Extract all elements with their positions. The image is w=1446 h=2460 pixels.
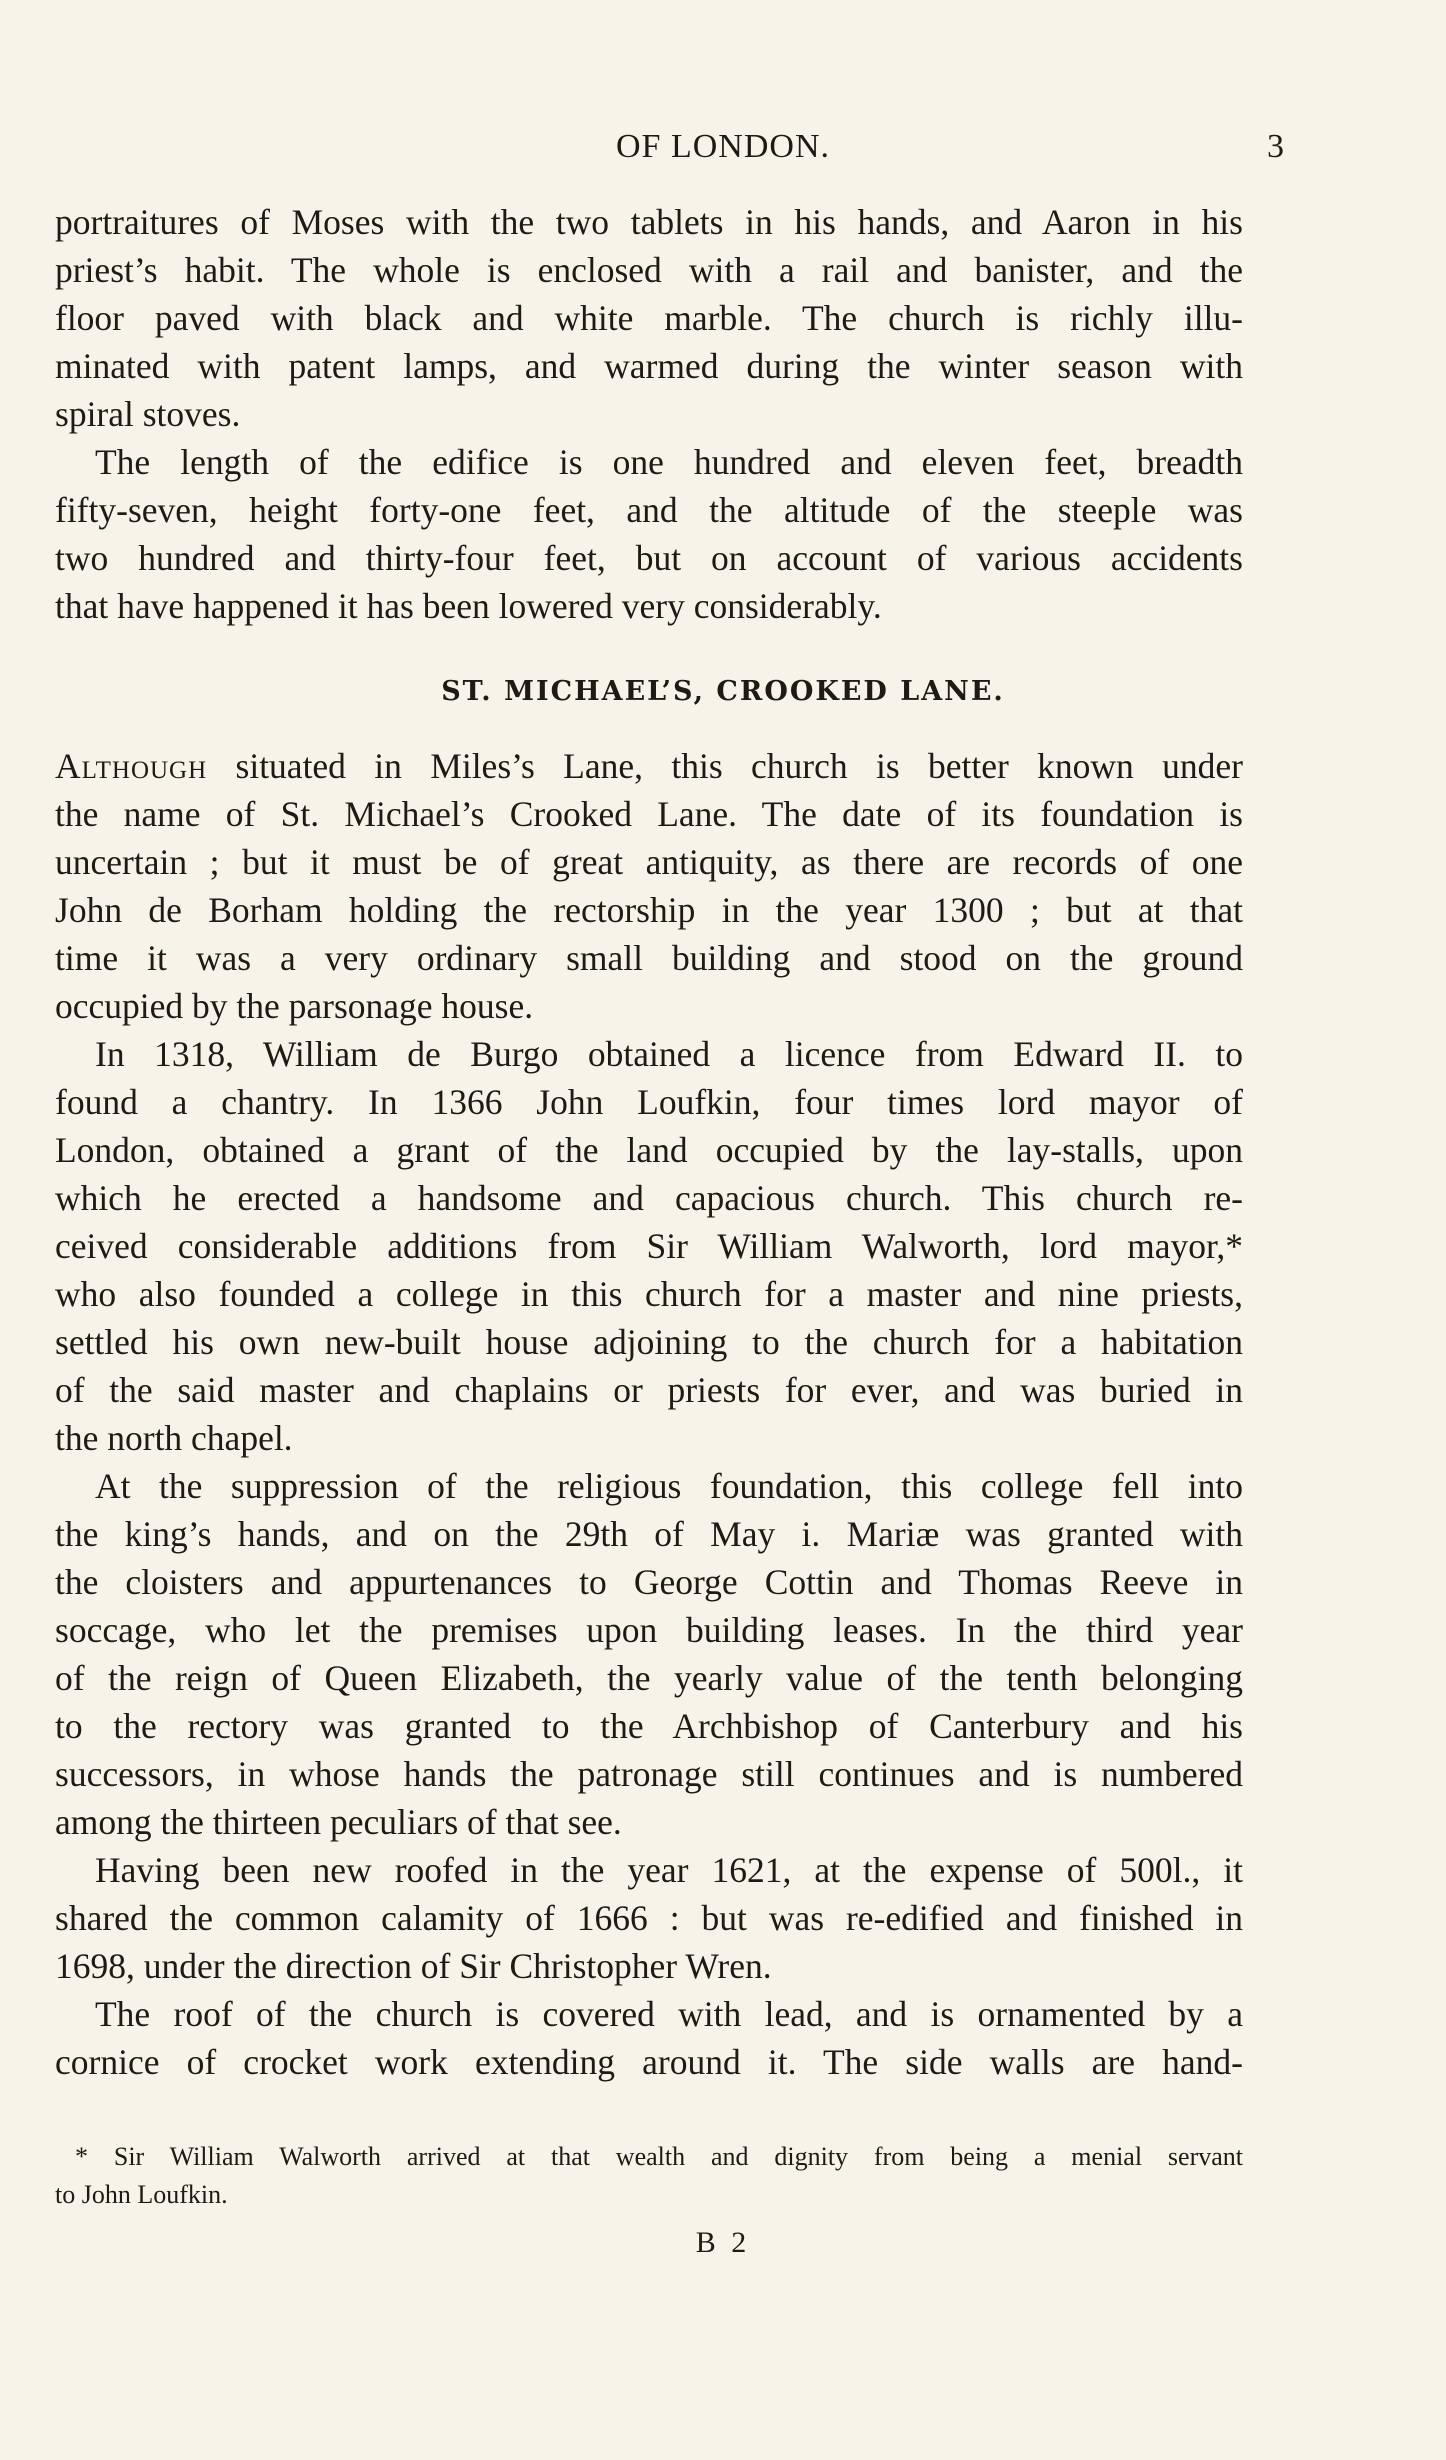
footnote-line: * Sir William Walworth arrived at that wealth and dignity from being a menial servant (75, 2142, 1243, 2171)
text-line: the cloisters and appurtenances to George Cottin and Thomas Reeve in (55, 1562, 1243, 1602)
text-line: soccage, who let the premises upon building leases. In the third year (55, 1610, 1243, 1650)
signature-mark: B 2 (695, 2226, 751, 2259)
text-line: two hundred and thirty-four feet, but on account of various accidents (55, 538, 1243, 578)
section-heading: ST. MICHAEL’S, CROOKED LANE. (441, 676, 1005, 707)
text-line: among the thirteen peculiars of that see. (55, 1802, 622, 1842)
text-line: The roof of the church is covered with lead, and is ornamented by a (95, 1994, 1243, 2034)
text-line: spiral stoves. (55, 394, 241, 434)
footnote (55, 2138, 1243, 2214)
text-line: found a chantry. In 1366 John Loufkin, four times lord mayor of (55, 1082, 1243, 1122)
text-line: 1698, under the direction of Sir Christopher Wren. (55, 1946, 772, 1986)
text-line: occupied by the parsonage house. (55, 986, 534, 1026)
text-line: settled his own new-built house adjoining to the church for a habitation (55, 1322, 1243, 1362)
text-block-main (55, 742, 1243, 2086)
text-line: of the reign of Queen Elizabeth, the yearly value of the tenth belonging (55, 1658, 1243, 1698)
lead-word: Although (55, 746, 208, 786)
text-line: uncertain ; but it must be of great antiquity, as there are records of one (55, 842, 1243, 882)
text-line: minated with patent lamps, and warmed during the winter season with (55, 346, 1243, 386)
running-title: OF LONDON. (616, 128, 830, 165)
running-head (0, 128, 1446, 172)
line-text: situated in Miles’s Lane, this church is better known under (207, 746, 1243, 786)
text-line: Having been new roofed in the year 1621, at the expense of 500l., it (95, 1850, 1243, 1890)
text-line: In 1318, William de Burgo obtained a licence from Edward II. to (95, 1034, 1243, 1074)
text-line: of the said master and chaplains or priests for ever, and was buried in (55, 1370, 1243, 1410)
text-line: cornice of crocket work extending around it. The side walls are hand- (55, 2042, 1243, 2082)
text-line: priest’s habit. The whole is enclosed with a rail and banister, and the (55, 250, 1243, 290)
text-line: successors, in whose hands the patronage still continues and is numbered (55, 1754, 1243, 1794)
text-line: London, obtained a grant of the land occupied by the lay-stalls, upon (55, 1130, 1243, 1170)
text-line: the north chapel. (55, 1418, 293, 1458)
text-line: ceived considerable additions from Sir William Walworth, lord mayor,* (55, 1226, 1243, 1266)
text-line: shared the common calamity of 1666 : but was re-edified and finished in (55, 1898, 1243, 1938)
text-line: the king’s hands, and on the 29th of May i. Mariæ was granted with (55, 1514, 1243, 1554)
text-line: portraitures of Moses with the two tablets in his hands, and Aaron in his (55, 202, 1243, 242)
text-block-top (55, 198, 1243, 630)
text-line: the name of St. Michael’s Crooked Lane. The date of its foundation is (55, 794, 1243, 834)
text-line: time it was a very ordinary small building and stood on the ground (55, 938, 1243, 978)
text-line: The length of the edifice is one hundred and eleven feet, breadth (95, 442, 1243, 482)
text-line: fifty-seven, height forty-one feet, and the altitude of the steeple was (55, 490, 1243, 530)
text-line (55, 742, 1243, 790)
page-number: 3 (1267, 128, 1284, 165)
text-line: who also founded a college in this church for a master and nine priests, (55, 1274, 1243, 1314)
text-line: which he erected a handsome and capacious church. This church re- (55, 1178, 1243, 1218)
text-line: John de Borham holding the rectorship in the year 1300 ; but at that (55, 890, 1243, 930)
text-line: to the rectory was granted to the Archbishop of Canterbury and his (55, 1706, 1243, 1746)
footnote-line: to John Loufkin. (55, 2180, 228, 2209)
text-line: At the suppression of the religious foundation, this college fell into (95, 1466, 1243, 1506)
text-line: floor paved with black and white marble. The church is richly illu- (55, 298, 1243, 338)
text-line: that have happened it has been lowered very considerably. (55, 586, 882, 626)
